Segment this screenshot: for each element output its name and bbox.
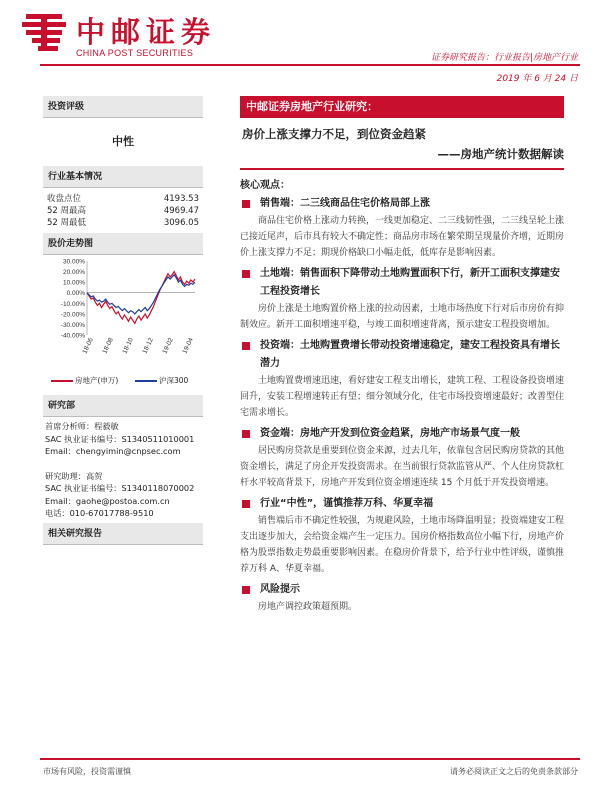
rating-value: 中性 — [112, 135, 134, 148]
legend-swatch — [51, 380, 73, 382]
point-title: 土地端：销售面积下降带动土地购置面积下行，新开工面积支撑建安工程投资增长 — [240, 265, 564, 301]
point-body: 销售端后市不确定性较强，为规避风险，土地市场降温明显；投资端建安工程支出逐步加大，会给资金端产生一定压力。国房价格指数高位小幅下行，房地产价格为股票指数走势最重要影响因素。在稳房价背景下，给予行业中性评级，谨慎推荐万科 A、华夏幸福。 — [240, 516, 565, 574]
basics-value: 4969.47 — [163, 206, 199, 216]
y-tick-label: -40.00% — [60, 332, 85, 340]
price-trend-chart-svg — [43, 255, 203, 375]
x-tick-label: 19-04 — [181, 336, 195, 355]
analyst-email: Email：chengyimin@cnpsec.com — [45, 446, 181, 456]
report-title-bar: 中邮证券房地产行业研究： — [240, 96, 564, 118]
x-tick-label: 18-12 — [141, 336, 155, 355]
basics-label: 52 周最高 — [47, 206, 87, 216]
point-title: 行业“中性”，谨慎推荐万科、华夏幸福 — [240, 495, 564, 513]
footer-disclaimer-note: 请务必阅读正文之后的免责条款部分 — [450, 767, 578, 776]
footer-divider — [40, 758, 580, 760]
y-tick-label: 10.00% — [62, 279, 85, 287]
basics-section-title: 行业基本情况 — [43, 166, 203, 188]
bullet-icon — [242, 586, 250, 594]
basics-value: 4193.53 — [163, 194, 199, 204]
assistant-phone: 电话：010-67017788-9510 — [45, 508, 154, 518]
report-type: 证券研究报告：行业报告|房地产行业 — [430, 53, 578, 63]
assistant-email: Email：gaohe@postoa.com.cn — [45, 495, 170, 506]
point-body: 土地购置费增速迅速，看好建安工程支出增长，建筑工程、工程设备投资增速回升，安装工程增速转正有望；细分领域分化，住宅市场投资增速最好；改善型住宅需求增长。 — [240, 376, 565, 418]
basics-value: 3096.05 — [163, 218, 199, 228]
basics-row — [43, 193, 203, 205]
bullet-icon — [242, 200, 250, 208]
x-tick-label: 18-06 — [81, 336, 95, 355]
analyst-line: SAC 执业证书编号：S1340511010001 — [45, 433, 195, 444]
y-tick-label: 30.00% — [62, 258, 85, 266]
x-tick-label: 18-08 — [101, 336, 115, 355]
related-section-title: 相关研究报告 — [43, 523, 203, 545]
y-tick-label: -20.00% — [60, 311, 85, 319]
price-trend-chart — [43, 255, 203, 395]
point-body: 商品住宅价格上涨动力转换，一线更加稳定、二三线韧性强，二三线呈轮上涨已接近尾声，后市具有较大不确定性；商品房市场在繁荣期呈现量价齐增，近期房价上涨支撑力不足；期现价格缺口小幅走低，低库存是影响因素。 — [240, 216, 565, 258]
logo-text-cn: 中邮证券 — [76, 15, 217, 49]
series-line — [87, 272, 195, 324]
y-tick-label: 20.00% — [62, 269, 85, 277]
point-title: 销售端：二三线商品住宅价格局部上涨 — [240, 195, 564, 213]
legend-label: 房地产(申万) — [75, 376, 119, 385]
main-content — [240, 96, 564, 615]
assistant-line: SAC 执业证书编号：S1340118070002 — [45, 483, 195, 493]
report-date: 2019 年 6 月 24 日 — [496, 74, 578, 84]
point-title: 投资端：土地购置费增长带动投资增速稳定，建安工程投资具有增长潜力 — [240, 337, 564, 373]
basics-row — [43, 217, 203, 229]
legend-item — [51, 375, 118, 386]
series-line — [87, 275, 195, 314]
basics-row — [43, 205, 203, 217]
y-tick-label: -10.00% — [60, 300, 85, 308]
legend-swatch — [135, 380, 157, 382]
point-title: 风险提示 — [240, 581, 564, 599]
point-title: 资金端：房地产开发到位资金趋紧，房地产市场景气度一般 — [240, 425, 564, 443]
research-section-title: 研究部 — [43, 395, 203, 417]
y-tick-label: -30.00% — [60, 321, 85, 329]
logo-text-en: CHINA POST SECURITIES — [76, 48, 194, 58]
point-body: 居民购房贷款是重要到位资金来源，过去几年，依靠包含居民购房贷款的其他资金增长，满足了房企开发投资需求。在当前银行贷款监管从严、个人住房贷款杠杆水平较高背景下，房地产开发到位资金增速连续 15 个月低于开发投资增速。 — [240, 446, 565, 488]
chart-section-title: 股价走势图 — [43, 233, 203, 255]
report-header — [0, 0, 600, 84]
analyst-info — [43, 417, 203, 520]
legend-label: 沪深300 — [159, 376, 189, 385]
core-views-label: 核心观点： — [240, 180, 290, 191]
y-tick-label: 0.00% — [66, 290, 85, 298]
bullet-icon — [242, 430, 250, 438]
point-body: 房价上涨是土地购置价格上涨的拉动因素，土地市场热度下行对后市房价有抑制效应。新开工面积增速平稳，与竣工面积增速背离，预示建安工程投资增加。 — [240, 304, 565, 330]
analyst-line: 首席分析师：程毅敏 — [45, 421, 119, 431]
x-tick-label: 18-10 — [121, 336, 135, 355]
headline-divider — [240, 168, 564, 170]
headline-main: 房价上涨支撑力不足，到位资金趋紧 — [242, 127, 426, 141]
point-body: 房地产调控政策超预期。 — [258, 602, 358, 612]
bullet-icon — [242, 270, 250, 278]
sidebar — [43, 96, 203, 545]
assistant-line: 研究助理：高贺 — [45, 470, 103, 481]
basics-label: 52 周最低 — [47, 218, 87, 228]
rating-section-title: 投资评级 — [43, 96, 203, 118]
headline-sub: ——房地产统计数据解读 — [437, 147, 564, 161]
bullet-icon — [242, 500, 250, 508]
legend-item — [135, 375, 188, 386]
footer-risk-note: 市场有风险，投资需谨慎 — [43, 767, 131, 776]
basics-label: 收盘点位 — [47, 194, 82, 204]
bullet-icon — [242, 342, 250, 350]
header-divider — [40, 64, 580, 66]
x-tick-label: 19-02 — [161, 336, 175, 355]
china-post-logo-icon — [22, 12, 66, 52]
